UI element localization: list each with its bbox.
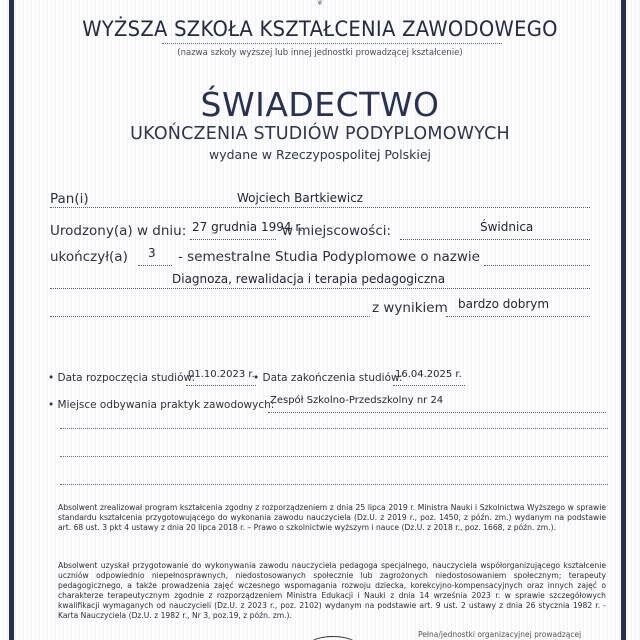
- result-leading-dotted-line: [50, 316, 370, 317]
- certificate-subtitle: UKOŃCZENIA STUDIÓW PODYPLOMOWYCH: [130, 124, 510, 144]
- completed-label: ukończył(a): [50, 249, 128, 265]
- name-dotted-line: [50, 207, 590, 208]
- birth-place-label: w miejscowości:: [282, 223, 392, 239]
- birth-date-label: Urodzony(a) w dniu:: [50, 223, 187, 239]
- blank-dotted-line-1: [60, 428, 608, 429]
- start-date-dotted-line: [186, 385, 256, 386]
- semesters-value: 3: [148, 246, 156, 260]
- birth-row: [50, 220, 590, 243]
- school-name: WYŻSZA SZKOŁA KSZTAŁCENIA ZAWODOWEGO: [82, 17, 558, 41]
- end-date-value: 16.04.2025 r.: [395, 369, 462, 380]
- program-name-dotted-line-2: [50, 288, 590, 289]
- result-label: z wynikiem: [372, 300, 448, 316]
- semesters-dotted-line: [138, 265, 172, 266]
- program-row: [50, 272, 590, 292]
- issued-in-poland: wydane w Rzeczypospolitej Polskiej: [208, 147, 432, 162]
- blank-dotted-line-3: [60, 484, 608, 485]
- qualification-statement: Absolwent uzyskał przygotowanie do wykonywania zawodu nauczyciela pedagoga specjalnego, nauczyciela współorganizującego kształcenie uczniów odpowiednio niepełnosprawnych, niedostosowanych społecznie lub zagrożonych niedostosowaniem społecznym; terapeuty pedagogicznego, a także prowadzenia zajęć wczesnego wspomagania rozwoju dziecka, korekcyjno-kompensacyjnych oraz innych zajęć o charakterze terapeutycznym zgodnie z rozporządzeniem Ministra Edukacji i Nauki z dnia 14 września 2023 r. w sprawie szczegółowych kwalifikacji wymaganych od nauczycieli (Dz.U. z 2023 r., poz. 2102) wydanym na podstawie art. 9 ust. 2 ustawy z dnia 26 stycznia 1982 r. - Karta Nauczyciela (Dz.U. z 1982 r., Nr 3, poz.19, z późn. zm.).: [58, 561, 606, 620]
- stamp-caption: Pełna/jednostki organizacyjnej prowadzącej: [418, 630, 582, 639]
- school-name-caption: (nazwa szkoły wyższej lub innej jednostki prowadzącej kształcenie): [177, 48, 463, 58]
- birth-place-value: Świdnica: [480, 220, 534, 234]
- name-value: Wojciech Bartkiewicz: [237, 191, 364, 205]
- school-name-dotted-line: [162, 43, 502, 44]
- birth-place-dotted-line: [400, 239, 590, 240]
- emblem-icon: ❦: [316, 0, 324, 7]
- birth-date-dotted-line: [190, 239, 276, 240]
- completed-row: [50, 246, 590, 269]
- end-date-dotted-line: [393, 385, 465, 386]
- semesters-suffix: - semestralne Studia Podyplomowe o nazwie: [178, 249, 480, 265]
- program-name-value: Diagnoza, rewalidacja i terapia pedagogiczna: [172, 272, 446, 286]
- practice-place-value: Zespół Szkolno-Przedszkolny nr 24: [270, 395, 444, 406]
- result-value: bardzo dobrym: [458, 297, 550, 311]
- result-dotted-line: [446, 316, 590, 317]
- start-date-value: 01.10.2023 r.: [188, 369, 255, 380]
- end-date-label: • Data zakończenia studiów:: [253, 372, 403, 384]
- blank-dotted-line-2: [60, 456, 608, 457]
- curriculum-statement: Absolwent zrealizował program kształcenia zgodny z rozporządzeniem z dnia 25 lipca 2019 r. Ministra Nauki i Szkolnictwa Wyższego w sprawie standardu kształcenia przygotowującego do wykonania zawodu nauczyciela (Dz.U. z 2019 r., poz. 1450, z późn. zm.) wydanym na podstawie art. 68 ust. 3 pkt 4 ustawy z dnia 20 lipca 2018 r. – Prawo o szkolnictwie wyższym i nauce (Dz.U. z 2018 r., poz. 1668, z późn. zm.).: [58, 503, 606, 532]
- name-row: [50, 191, 590, 211]
- start-date-label: • Data rozpoczęcia studiów:: [48, 372, 196, 384]
- certificate-title: ŚWIADECTWO: [200, 85, 440, 124]
- birth-date-value: 27 grudnia 1994 r.: [192, 220, 303, 234]
- name-label: Pan(i): [50, 191, 89, 207]
- practice-place-dotted-line: [268, 412, 606, 413]
- program-name-dotted-line-1: [484, 265, 590, 266]
- practice-place-label: • Miejsce odbywania praktyk zawodowych:: [48, 399, 275, 411]
- official-stamp: [303, 636, 363, 640]
- result-row: [50, 297, 590, 320]
